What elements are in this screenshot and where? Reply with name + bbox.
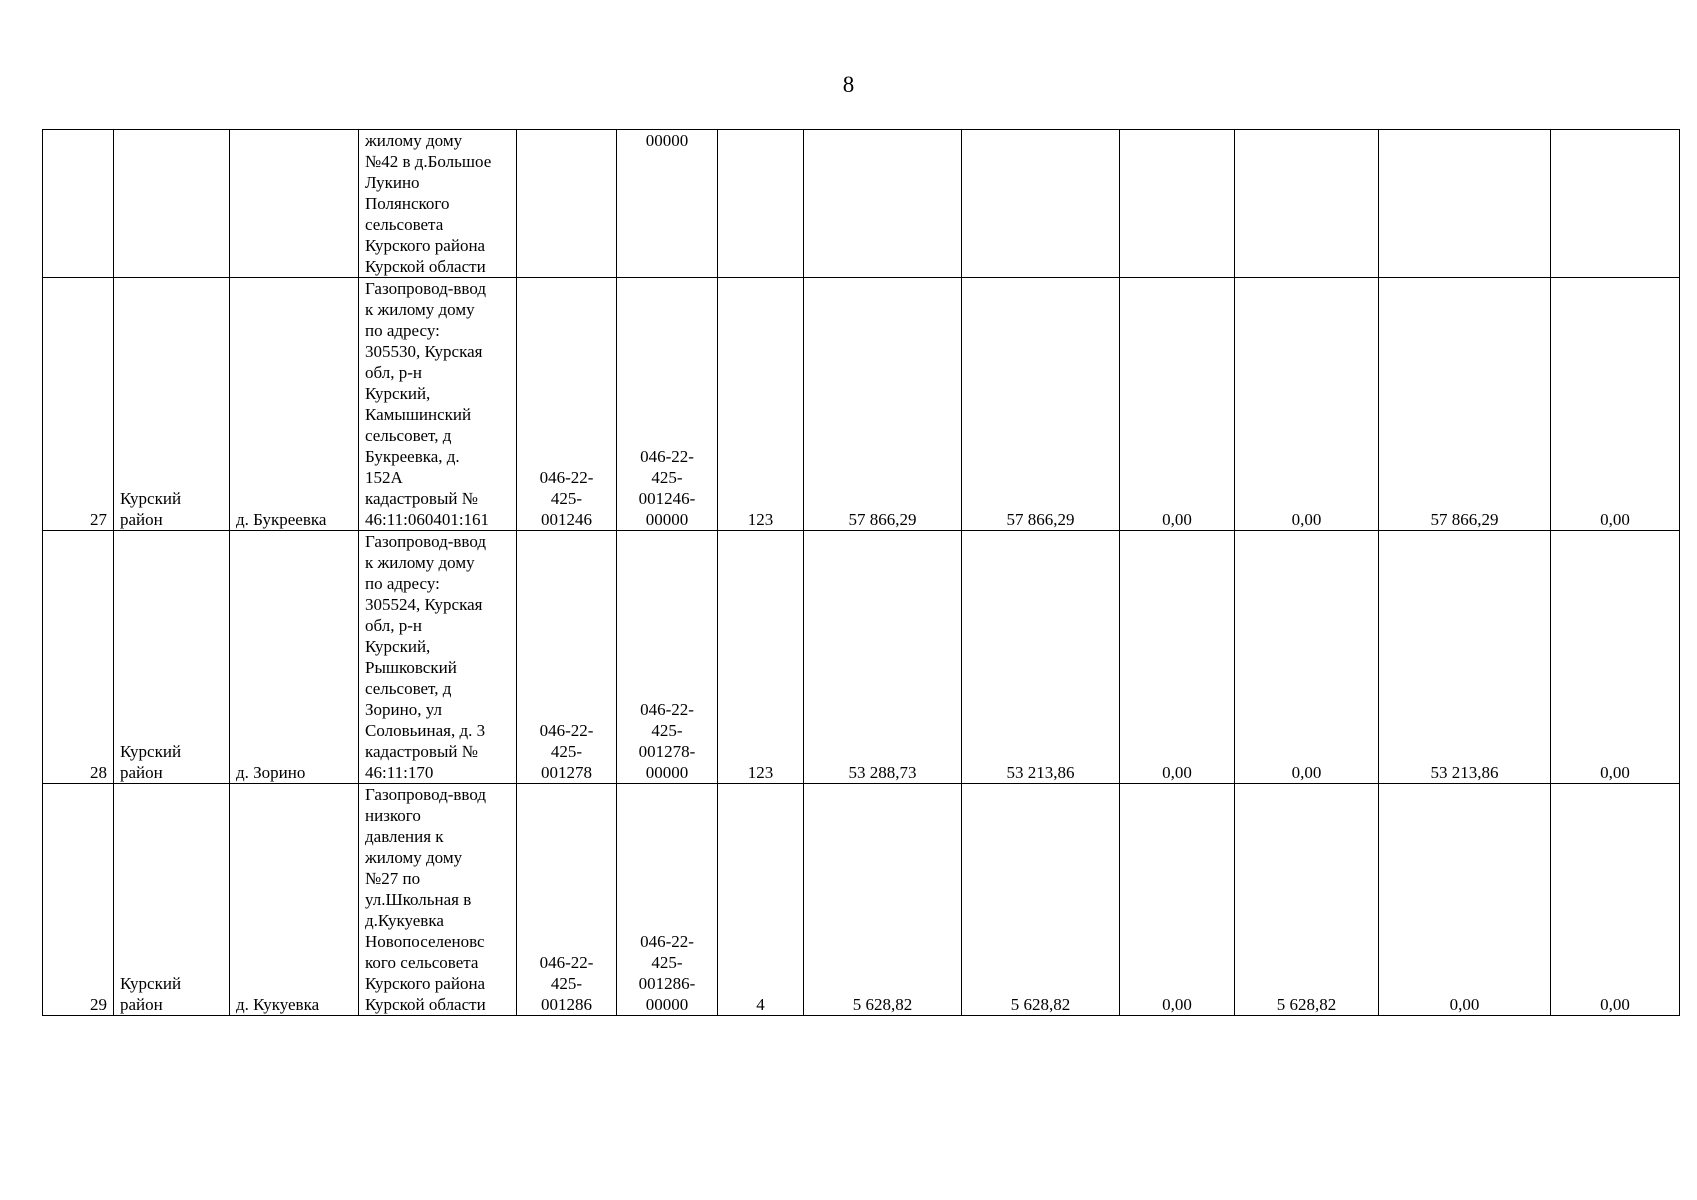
- quantity-cell: [718, 130, 804, 278]
- inventory-number-cell: 046-22- 425- 001278- 00000: [617, 531, 718, 784]
- value-cell: 0,00: [1235, 531, 1379, 784]
- table-row: [43, 784, 1680, 1016]
- settlement-cell: д. Букреевка: [230, 278, 359, 531]
- district-cell: Курский район: [114, 784, 230, 1016]
- value-cell: 5 628,82: [1235, 784, 1379, 1016]
- code-cell: 046-22- 425- 001278: [517, 531, 617, 784]
- row-number: 29: [43, 784, 114, 1016]
- value-cell: 0,00: [1551, 278, 1680, 531]
- value-cell: 0,00: [1120, 784, 1235, 1016]
- district-cell: Курский район: [114, 278, 230, 531]
- settlement-cell: д. Кукуевка: [230, 784, 359, 1016]
- object-description-cell: Газопровод-ввод к жилому дому по адресу: 305524, Курская обл, р-н Курский, Рышковский сельсовет, д Зорино, ул Соловьиная, д. 3 кадастровый № 46:11:170: [359, 531, 517, 784]
- value-cell: 5 628,82: [962, 784, 1120, 1016]
- page-number: 8: [842, 72, 855, 97]
- district-cell: Курский район: [114, 531, 230, 784]
- quantity-cell: 123: [718, 278, 804, 531]
- quantity-cell: 123: [718, 531, 804, 784]
- quantity-cell: 4: [718, 784, 804, 1016]
- code-cell: [517, 130, 617, 278]
- value-cell: 0,00: [1551, 784, 1680, 1016]
- value-cell: 0,00: [1235, 278, 1379, 531]
- row-number: 28: [43, 531, 114, 784]
- value-cell: 0,00: [1551, 531, 1680, 784]
- inventory-number-cell: 046-22- 425- 001286- 00000: [617, 784, 718, 1016]
- value-cell: 57 866,29: [962, 278, 1120, 531]
- table-row: [43, 278, 1680, 531]
- row-number: 27: [43, 278, 114, 531]
- inventory-number-cell: 00000: [617, 130, 718, 278]
- value-cell: 0,00: [1120, 531, 1235, 784]
- code-cell: 046-22- 425- 001246: [517, 278, 617, 531]
- code-cell: 046-22- 425- 001286: [517, 784, 617, 1016]
- value-cell: [1551, 130, 1680, 278]
- value-cell: 57 866,29: [804, 278, 962, 531]
- table-row: [43, 531, 1680, 784]
- row-number: [43, 130, 114, 278]
- value-cell: 53 288,73: [804, 531, 962, 784]
- value-cell: 5 628,82: [804, 784, 962, 1016]
- register-table: [42, 129, 1680, 1016]
- value-cell: 0,00: [1379, 784, 1551, 1016]
- value-cell: [962, 130, 1120, 278]
- inventory-number-cell: 046-22- 425- 001246- 00000: [617, 278, 718, 531]
- settlement-cell: [230, 130, 359, 278]
- object-description-cell: Газопровод-ввод к жилому дому по адресу: 305530, Курская обл, р-н Курский, Камышинский сельсовет, д Букреевка, д. 152А кадастровый № 46:11:060401:161: [359, 278, 517, 531]
- district-cell: [114, 130, 230, 278]
- value-cell: 0,00: [1120, 278, 1235, 531]
- value-cell: 57 866,29: [1379, 278, 1551, 531]
- table-row: [43, 130, 1680, 278]
- value-cell: [1120, 130, 1235, 278]
- object-description-cell: Газопровод-ввод низкого давления к жилому дому №27 по ул.Школьная в д.Кукуевка Новопоселеновс кого сельсовета Курского района Курской области: [359, 784, 517, 1016]
- value-cell: [1379, 130, 1551, 278]
- value-cell: 53 213,86: [1379, 531, 1551, 784]
- object-description-cell: жилому дому №42 в д.Большое Лукино Полянского сельсовета Курского района Курской области: [359, 130, 517, 278]
- value-cell: [804, 130, 962, 278]
- value-cell: 53 213,86: [962, 531, 1120, 784]
- settlement-cell: д. Зорино: [230, 531, 359, 784]
- value-cell: [1235, 130, 1379, 278]
